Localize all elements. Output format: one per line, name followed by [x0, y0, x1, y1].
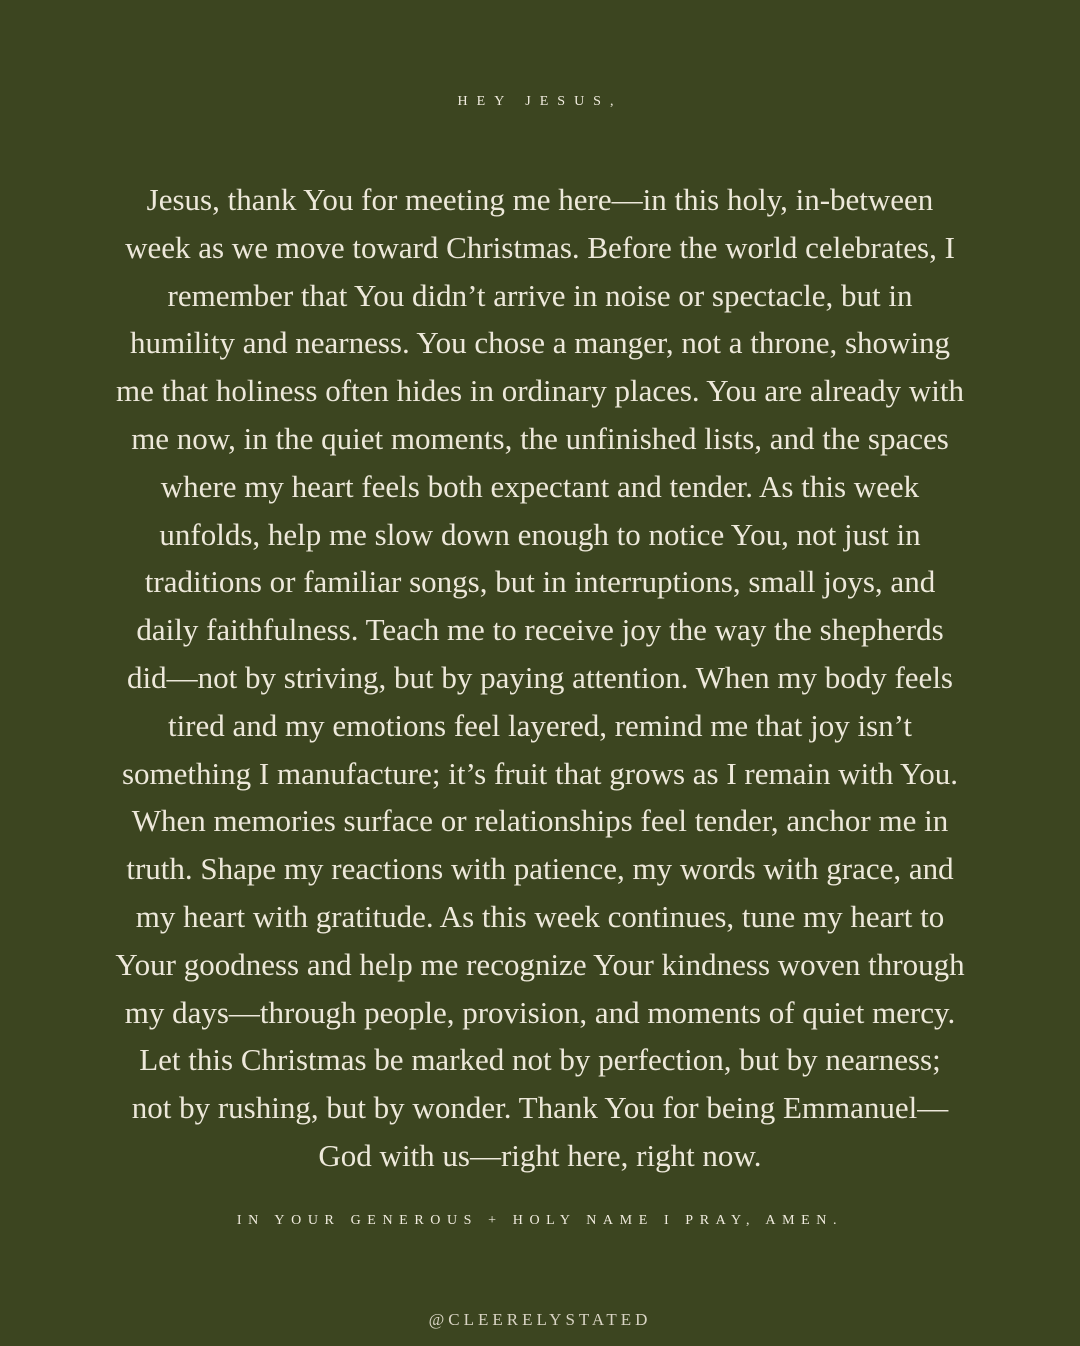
prayer-line: tired and my emotions feel layered, remind me that joy isn’t: [167, 707, 913, 743]
prayer-line: truth. Shape my reactions with patience, my words with grace, and: [126, 851, 954, 887]
prayer-line: me now, in the quiet moments, the unfinished lists, and the spaces: [131, 420, 949, 456]
prayer-line: not by rushing, but by wonder. Thank You for being Emmanuel—: [131, 1090, 949, 1126]
prayer-line: Your goodness and help me recognize Your kindness woven through: [115, 946, 965, 982]
prayer-line: something I manufacture; it’s fruit that grows as I remain with You.: [121, 755, 958, 791]
prayer-line: remember that You didn’t arrive in noise or spectacle, but in: [167, 277, 913, 313]
prayer-line: daily faithfulness. Teach me to receive joy the way the shepherds: [136, 612, 944, 648]
prayer-line: Let this Christmas be marked not by perfection, but by nearness;: [139, 1042, 941, 1078]
prayer-line: unfolds, help me slow down enough to notice You, not just in: [159, 516, 921, 552]
prayer-line: week as we move toward Christmas. Before the world celebrates, I: [125, 229, 955, 265]
author-handle: @CLEERELYSTATED: [428, 1310, 652, 1329]
prayer-line: God with us—right here, right now.: [318, 1137, 762, 1173]
prayer-line: did—not by striving, but by paying attention. When my body feels: [127, 659, 953, 695]
prayer-line: traditions or familiar songs, but in interruptions, small joys, and: [144, 564, 936, 600]
prayer-line: When memories surface or relationships feel tender, anchor me in: [131, 803, 949, 839]
prayer-line: Jesus, thank You for meeting me here—in this holy, in-between: [146, 182, 934, 217]
prayer-line: me that holiness often hides in ordinary places. You are already with: [116, 373, 964, 409]
prayer-line: humility and nearness. You chose a manger, not a throne, showing: [129, 325, 951, 361]
prayer-body: [70, 176, 1010, 1180]
prayer-line: my days—through people, provision, and moments of quiet mercy.: [124, 994, 956, 1030]
prayer-line: my heart with gratitude. As this week continues, tune my heart to: [135, 898, 945, 934]
prayer-closing: IN YOUR GENEROUS + HOLY NAME I PRAY, AMEN.: [236, 1213, 844, 1228]
prayer-title: HEY JESUS,: [457, 94, 623, 109]
prayer-line: where my heart feels both expectant and tender. As this week: [160, 468, 920, 504]
